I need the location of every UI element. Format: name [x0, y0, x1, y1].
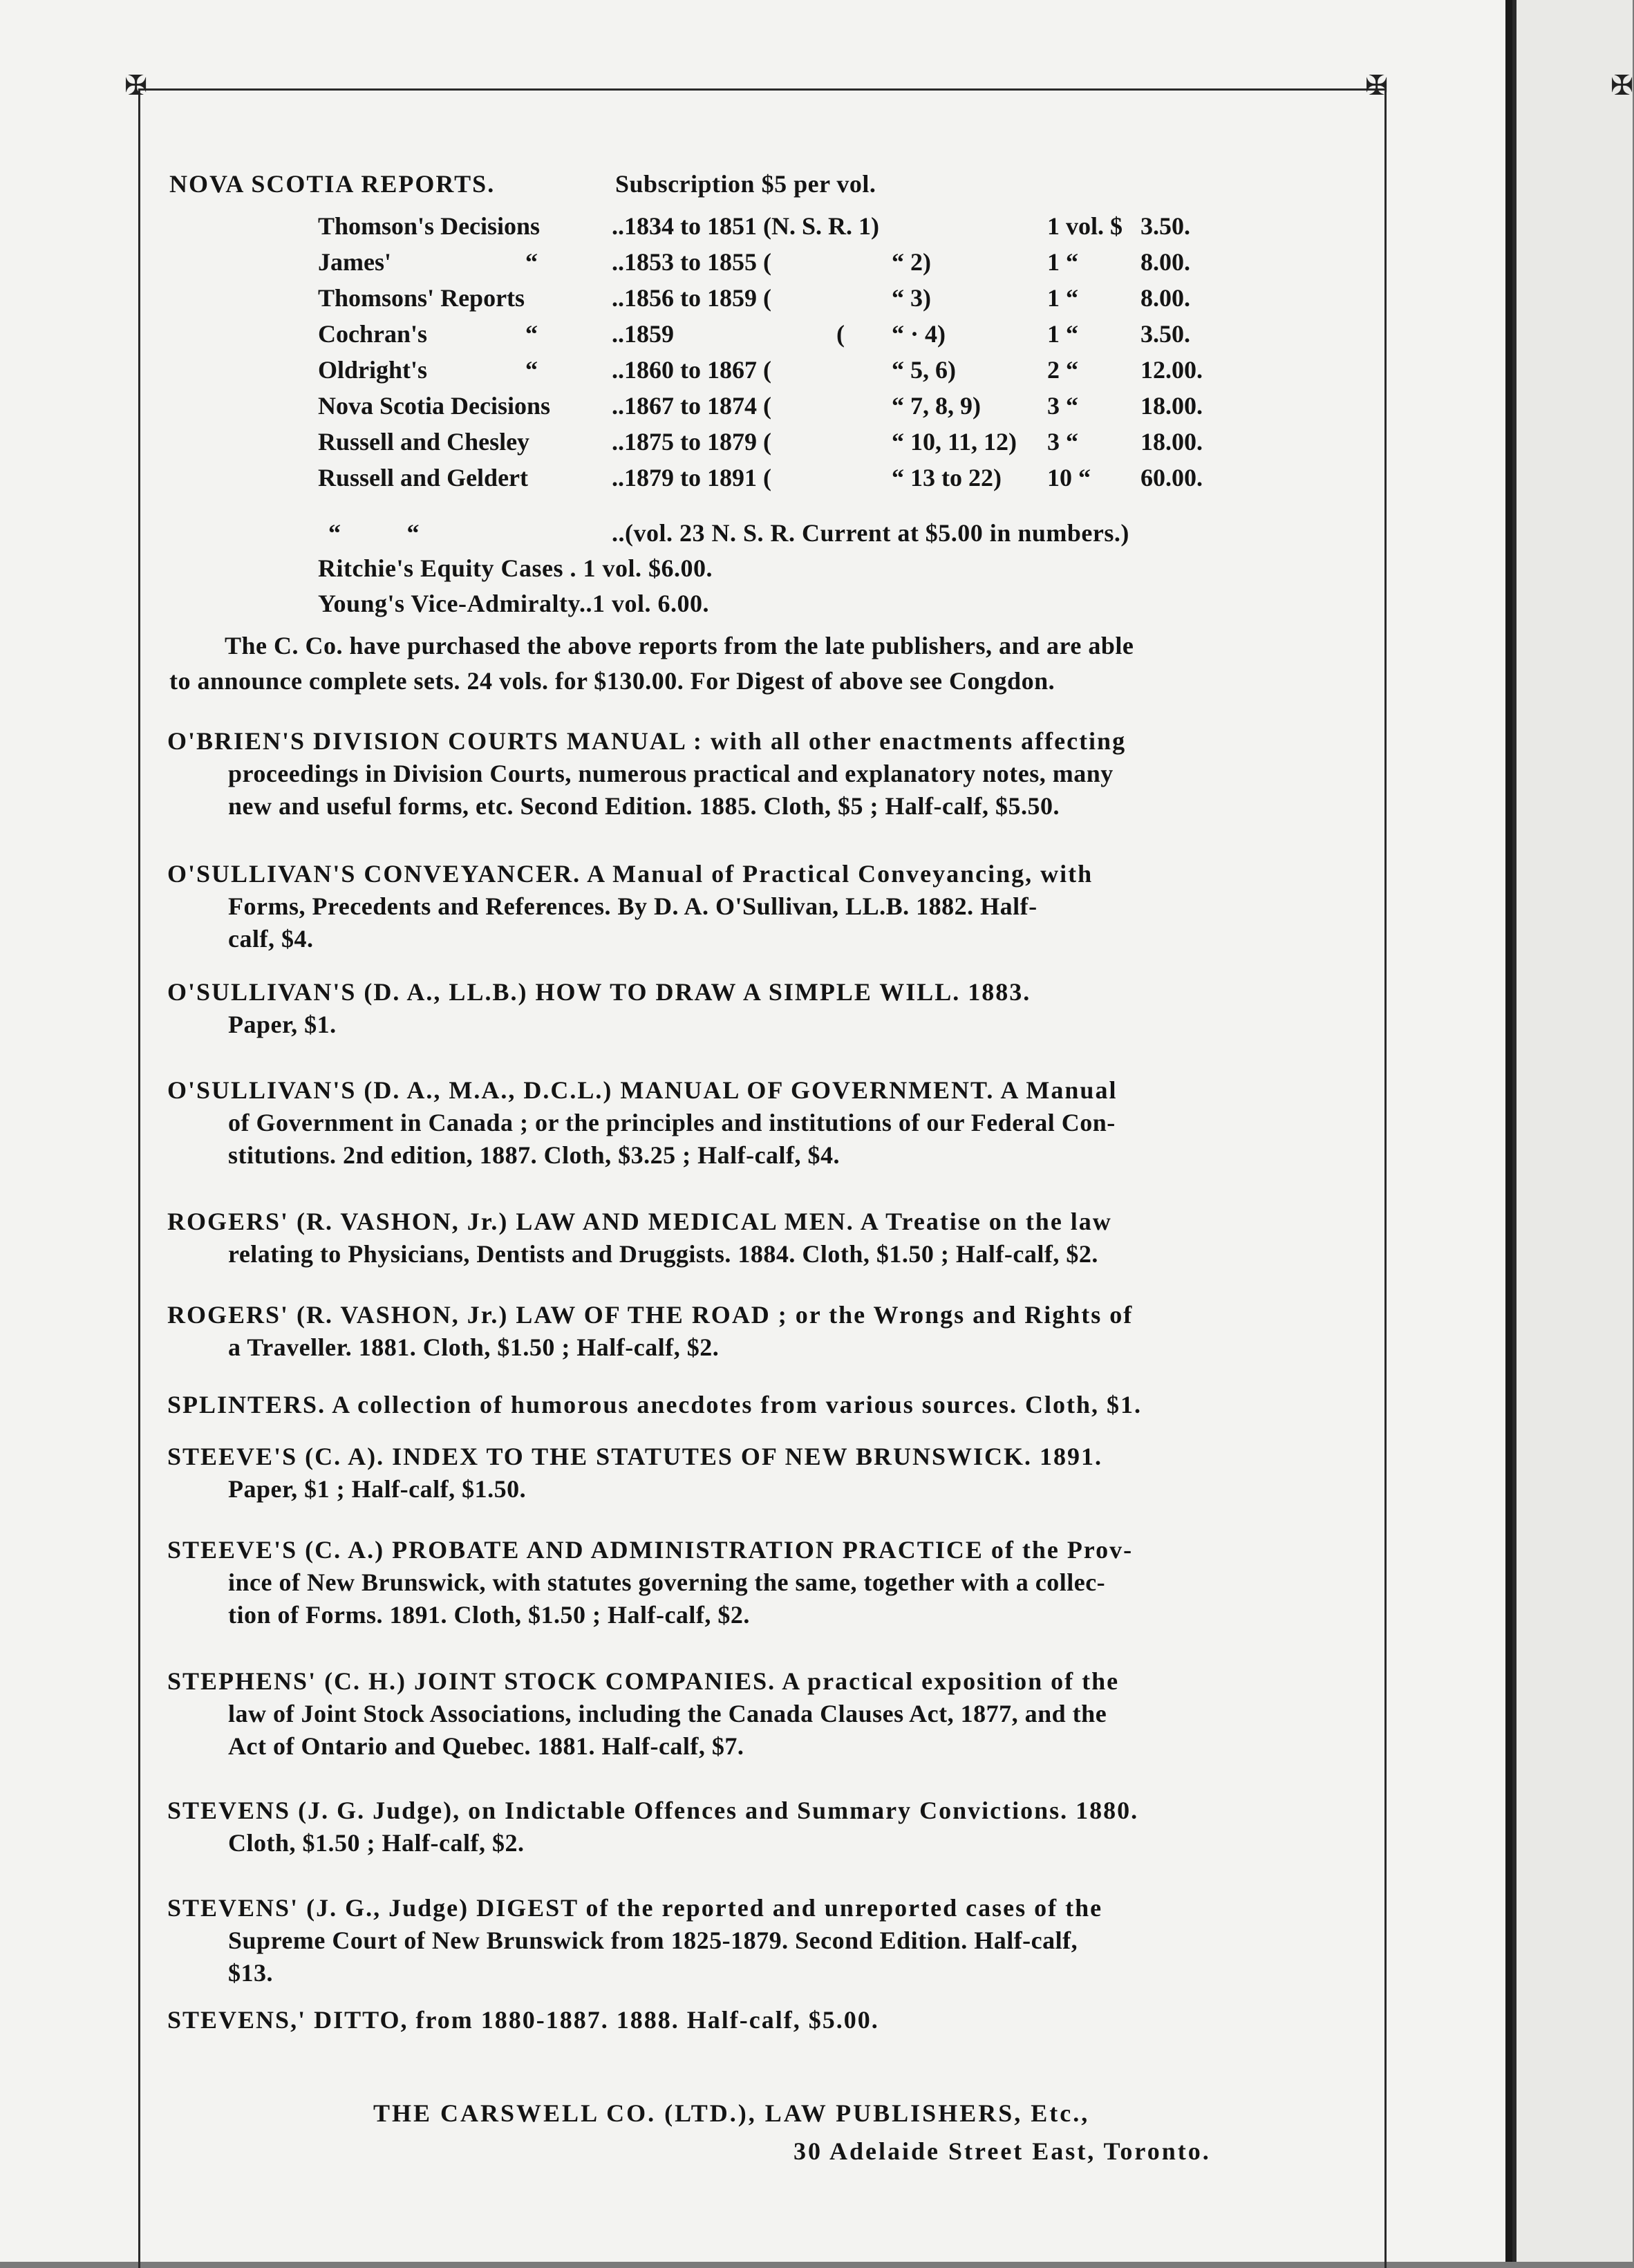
- ritchie-line: Ritchie's Equity Cases . 1 vol. $6.00.: [318, 554, 713, 582]
- reports-table-price-cell: 18.00.: [1140, 428, 1203, 456]
- entry-title-line: STEVENS,' DITTO, from 1880-1887. 1888. Half-calf, $5.00.: [167, 2006, 879, 2034]
- entry-title-line: O'BRIEN'S DIVISION COURTS MANUAL : with all other enactments affecting: [167, 727, 1127, 755]
- entry-description-line: ince of New Brunswick, with statutes governing the same, together with a collec-: [228, 1568, 1106, 1596]
- reports-table-price-cell: 3.50.: [1140, 212, 1190, 240]
- entry-description-line: a Traveller. 1881. Cloth, $1.50 ; Half-calf, $2.: [228, 1333, 720, 1361]
- entry-description-line: proceedings in Division Courts, numerous practical and explanatory notes, many: [228, 760, 1114, 787]
- entry-description-line: law of Joint Stock Associations, including the Canada Clauses Act, 1877, and the: [228, 1700, 1107, 1727]
- reports-table-years-cell: ..1860 to 1867 (: [612, 356, 771, 384]
- purchase-note-line: to announce complete sets. 24 vols. for $130.00. For Digest of above see Congdon.: [169, 667, 1055, 695]
- entry-title-line: SPLINTERS. A collection of humorous anecdotes from various sources. Cloth, $1.: [167, 1391, 1143, 1418]
- entry-title-line: O'SULLIVAN'S (D. A., LL.B.) HOW TO DRAW A SIMPLE WILL. 1883.: [167, 978, 1031, 1006]
- reports-table-ditto-cell: “: [525, 320, 538, 348]
- reports-table-price-cell: 3.50.: [1140, 320, 1190, 348]
- reports-table-vols-cell: 1 vol. $: [1047, 212, 1123, 240]
- reports-table-ref-cell: “ 10, 11, 12): [892, 428, 1017, 456]
- reports-table-years-cell: ..1879 to 1891 (: [612, 464, 771, 491]
- subscription-note: Subscription $5 per vol.: [615, 170, 876, 198]
- reports-table-price-cell: 12.00.: [1140, 356, 1203, 384]
- entry-description-line: tion of Forms. 1891. Cloth, $1.50 ; Half-calf, $2.: [228, 1601, 750, 1629]
- reports-table-paren-cell: (: [836, 320, 845, 348]
- entry-title-line: STEEVE'S (C. A). INDEX TO THE STATUTES OF NEW BRUNSWICK. 1891.: [167, 1443, 1102, 1470]
- publisher-imprint: THE CARSWELL CO. (LTD.), LAW PUBLISHERS, Etc.,: [373, 2099, 1090, 2127]
- reports-table-name-cell: Cochran's: [318, 320, 428, 348]
- reports-table-years-cell: ..1867 to 1874 (: [612, 392, 771, 420]
- reports-table-ref-cell: “ 2): [892, 248, 931, 276]
- reports-table-name-cell: Russell and Geldert: [318, 464, 529, 491]
- reports-table-years-cell: ..1853 to 1855 (: [612, 248, 771, 276]
- reports-table-vols-cell: 3 “: [1047, 428, 1078, 456]
- reports-table-name-cell: Thomson's Decisions: [318, 212, 541, 240]
- corner-ornament-right: ✠: [1365, 70, 1389, 102]
- reports-table-years-cell: ..1859: [612, 320, 674, 348]
- entry-description-line: calf, $4.: [228, 925, 314, 953]
- entry-title-line: STEVENS' (J. G., Judge) DIGEST of the reported and unreported cases of the: [167, 1894, 1103, 1922]
- entry-description-line: stitutions. 2nd edition, 1887. Cloth, $3.25 ; Half-calf, $4.: [228, 1141, 841, 1169]
- reports-table-vols-cell: 1 “: [1047, 284, 1078, 312]
- entry-title-line: STEEVE'S (C. A.) PROBATE AND ADMINISTRATION PRACTICE of the Prov-: [167, 1536, 1134, 1564]
- reports-table-ditto-cell: “: [525, 356, 538, 384]
- entry-title-line: ROGERS' (R. VASHON, Jr.) LAW AND MEDICAL MEN. A Treatise on the law: [167, 1208, 1112, 1235]
- adjacent-page-edge: [1512, 0, 1633, 2262]
- young-line: Young's Vice-Admiralty..1 vol. 6.00.: [318, 590, 710, 617]
- entry-description-line: Forms, Precedents and References. By D. A. O'Sullivan, LL.B. 1882. Half-: [228, 892, 1037, 920]
- reports-table-ref-cell: “ 13 to 22): [892, 464, 1002, 491]
- reports-table-price-cell: 18.00.: [1140, 392, 1203, 420]
- reports-table-ref-cell: “ 5, 6): [892, 356, 956, 384]
- reports-table-vols-cell: 2 “: [1047, 356, 1078, 384]
- entry-title-line: O'SULLIVAN'S CONVEYANCER. A Manual of Practical Conveyancing, with: [167, 860, 1093, 888]
- reports-table-price-cell: 8.00.: [1140, 284, 1190, 312]
- current-volume-line: ..(vol. 23 N. S. R. Current at $5.00 in numbers.): [612, 519, 1129, 547]
- entry-description-line: $13.: [228, 1959, 273, 1987]
- reports-table-name-cell: Oldright's: [318, 356, 428, 384]
- entry-description-line: Paper, $1.: [228, 1011, 337, 1038]
- entry-description-line: Act of Ontario and Quebec. 1881. Half-calf, $7.: [228, 1732, 744, 1760]
- purchase-note-line: The C. Co. have purchased the above reports from the late publishers, and are able: [225, 632, 1134, 659]
- reports-table-years-cell: ..1856 to 1859 (: [612, 284, 771, 312]
- entry-description-line: relating to Physicians, Dentists and Druggists. 1884. Cloth, $1.50 ; Half-calf, $2.: [228, 1240, 1098, 1268]
- reports-table-ditto-cell: “: [525, 248, 538, 276]
- entry-description-line: Supreme Court of New Brunswick from 1825-1879. Second Edition. Half-calf,: [228, 1927, 1078, 1954]
- reports-table-ref-cell: “ · 4): [892, 320, 946, 348]
- entry-title-line: STEVENS (J. G. Judge), on Indictable Offences and Summary Convictions. 1880.: [167, 1797, 1139, 1824]
- reports-table-vols-cell: 3 “: [1047, 392, 1078, 420]
- reports-table-vols-cell: 1 “: [1047, 248, 1078, 276]
- reports-table-vols-cell: 1 “: [1047, 320, 1078, 348]
- reports-table-name-cell: James': [318, 248, 391, 276]
- corner-ornament-left: ✠: [124, 70, 148, 102]
- reports-table-name-cell: Nova Scotia Decisions: [318, 392, 550, 420]
- entry-title-line: ROGERS' (R. VASHON, Jr.) LAW OF THE ROAD ; or the Wrongs and Rights of: [167, 1301, 1134, 1329]
- entry-description-line: Paper, $1 ; Half-calf, $1.50.: [228, 1475, 527, 1503]
- publisher-address: 30 Adelaide Street East, Toronto.: [793, 2137, 1211, 2165]
- reports-table-years-cell: ..1834 to 1851 (N. S. R. 1): [612, 212, 879, 240]
- entry-title-line: O'SULLIVAN'S (D. A., M.A., D.C.L.) MANUAL OF GOVERNMENT. A Manual: [167, 1076, 1118, 1104]
- entry-title-line: STEPHENS' (C. H.) JOINT STOCK COMPANIES. A practical exposition of the: [167, 1667, 1120, 1695]
- reports-table-name-cell: Thomsons' Reports: [318, 284, 525, 312]
- entry-description-line: Cloth, $1.50 ; Half-calf, $2.: [228, 1829, 525, 1857]
- reports-table-price-cell: 60.00.: [1140, 464, 1203, 491]
- entry-description-line: new and useful forms, etc. Second Edition. 1885. Cloth, $5 ; Half-calf, $5.50.: [228, 792, 1060, 820]
- section-heading: NOVA SCOTIA REPORTS.: [169, 170, 496, 198]
- corner-ornament-adjacent: ✠: [1610, 70, 1634, 102]
- reports-table-name-cell: Russell and Chesley: [318, 428, 530, 456]
- reports-table-years-cell: ..1875 to 1879 (: [612, 428, 771, 456]
- reports-table-ref-cell: “ 3): [892, 284, 931, 312]
- current-line-ditto: “ “: [328, 519, 420, 547]
- entry-description-line: of Government in Canada ; or the principles and institutions of our Federal Con-: [228, 1109, 1116, 1136]
- reports-table-vols-cell: 10 “: [1047, 464, 1091, 491]
- reports-table-ref-cell: “ 7, 8, 9): [892, 392, 981, 420]
- reports-table-price-cell: 8.00.: [1140, 248, 1190, 276]
